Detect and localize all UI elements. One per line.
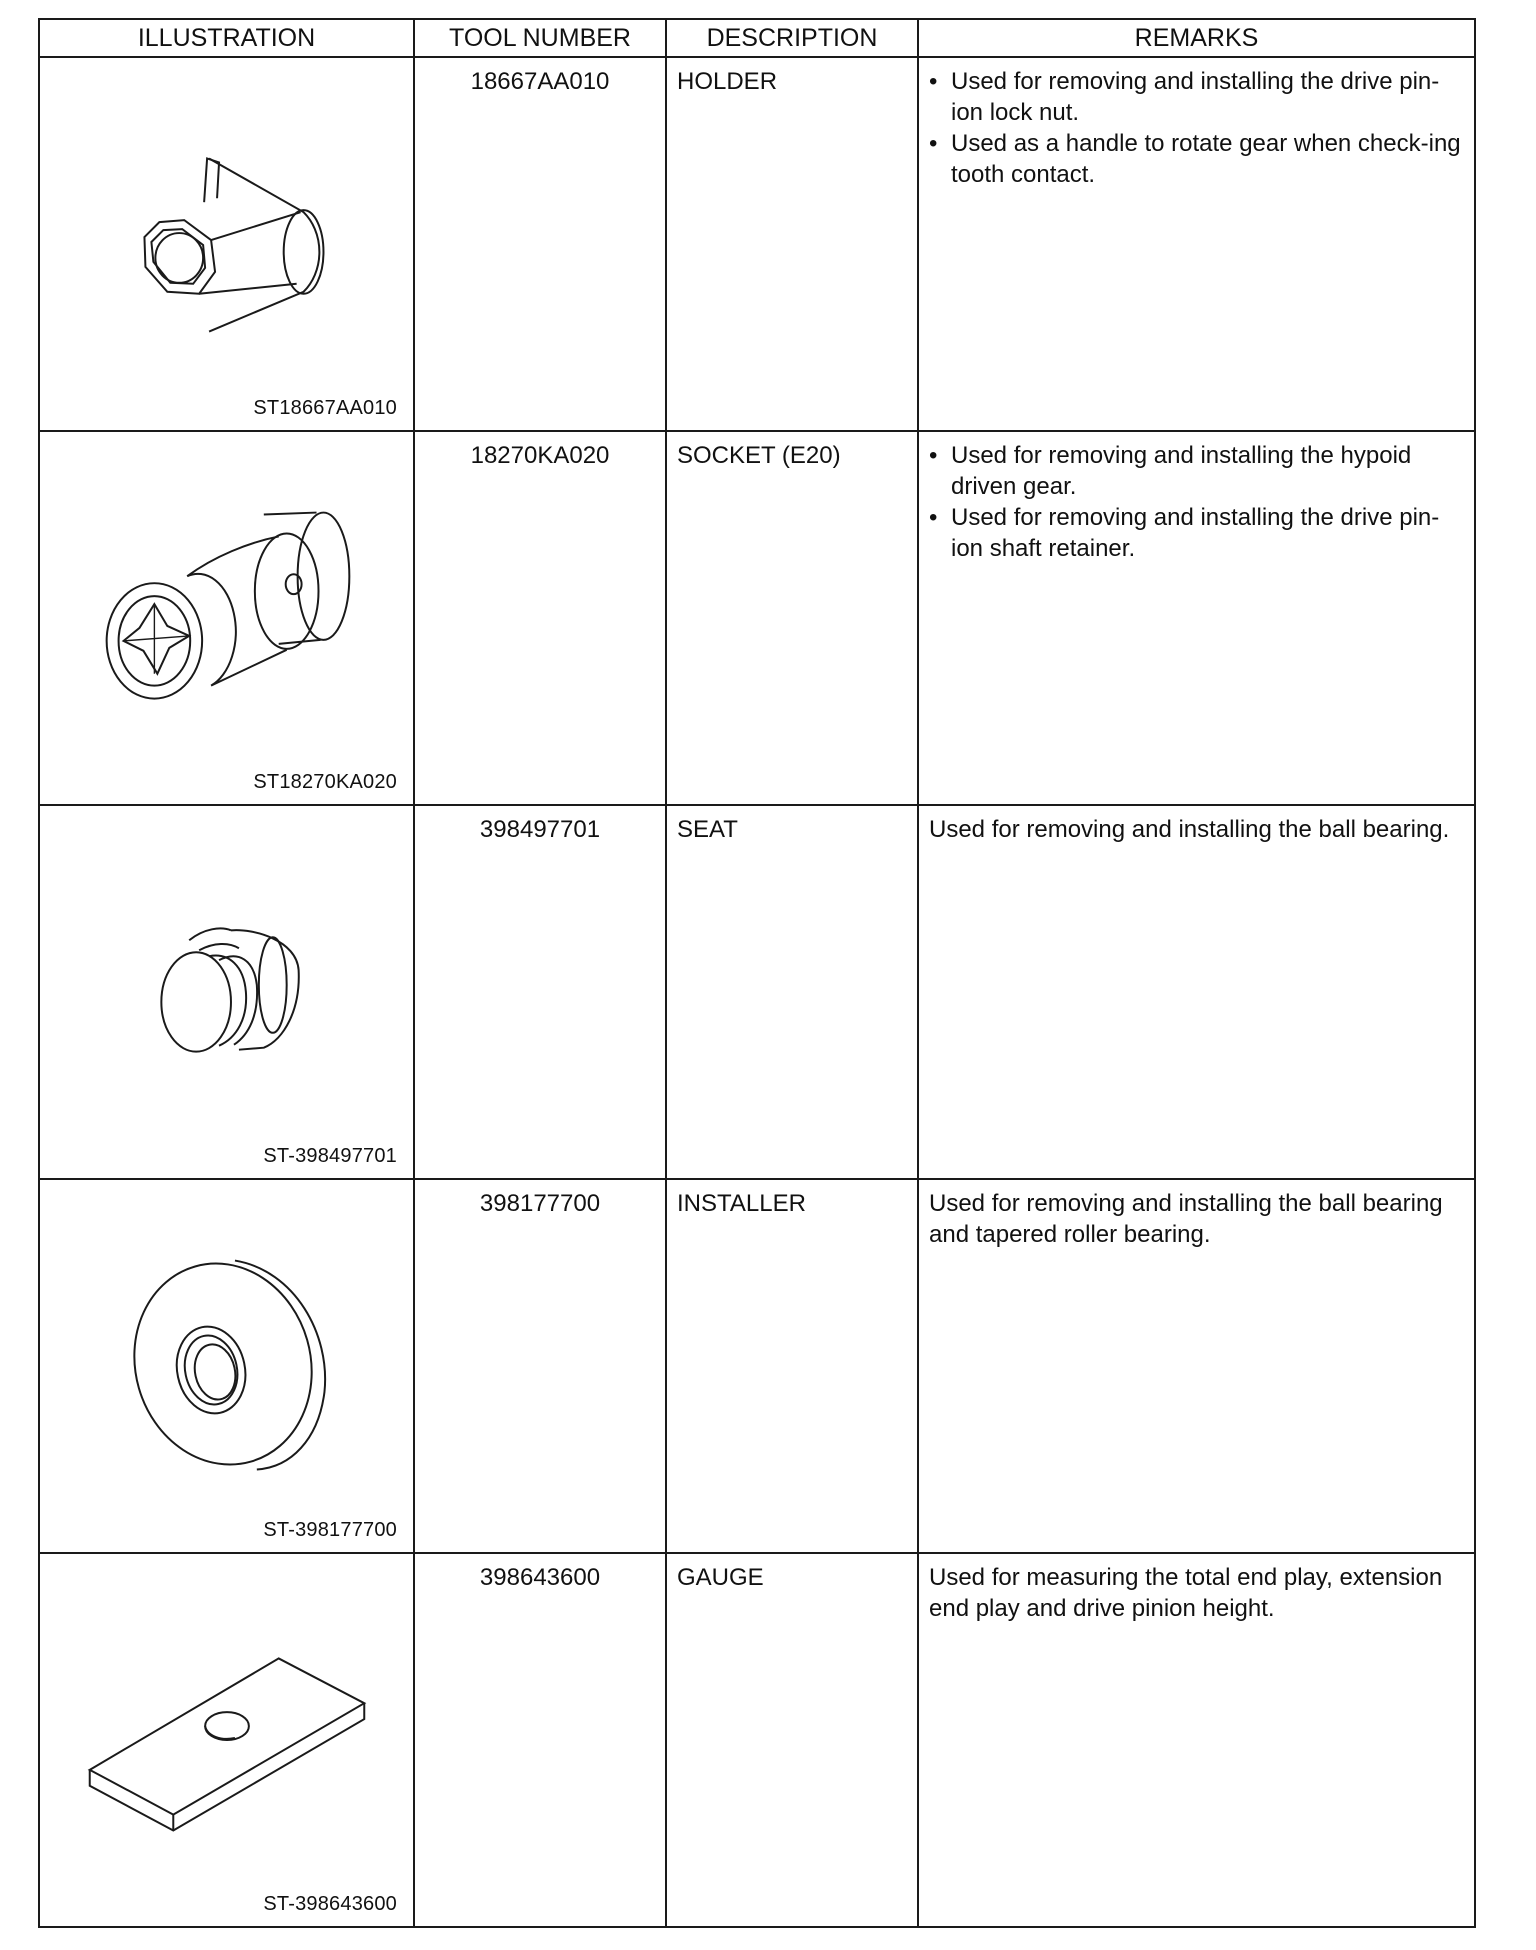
installer-tool-illustration — [40, 1180, 413, 1552]
remark-text: Used for removing and installing the drive pin-ion shaft retainer. — [951, 504, 1440, 562]
socket-tool-illustration — [40, 432, 413, 804]
tool-number: 18270KA020 — [414, 431, 666, 805]
bullet-icon: • — [929, 130, 938, 157]
tool-description: SOCKET (E20) — [666, 431, 918, 805]
table-row — [39, 431, 1475, 805]
header-tool-number: TOOL NUMBER — [414, 19, 666, 57]
holder-tool-illustration — [40, 58, 413, 430]
tool-description: GAUGE — [666, 1553, 918, 1927]
remark-item — [929, 66, 1466, 128]
remark-text: Used as a handle to rotate gear when check-ing tooth contact. — [951, 130, 1461, 188]
gauge-tool-illustration — [40, 1554, 413, 1926]
tool-description: INSTALLER — [666, 1179, 918, 1553]
tool-number: 18667AA010 — [414, 57, 666, 431]
tool-remarks — [918, 431, 1475, 805]
bullet-icon: • — [929, 442, 938, 469]
tool-remarks: Used for measuring the total end play, extension end play and drive pinion height. — [918, 1553, 1475, 1927]
illustration-code: ST18270KA020 — [253, 771, 397, 793]
table-row — [39, 1553, 1475, 1927]
illustration-code: ST18667AA010 — [253, 397, 397, 419]
bullet-icon: • — [929, 68, 938, 95]
table-row — [39, 57, 1475, 431]
header-illustration: ILLUSTRATION — [39, 19, 414, 57]
remark-text: Used for removing and installing the drive pin-ion lock nut. — [951, 68, 1440, 126]
header-description: DESCRIPTION — [666, 19, 918, 57]
illustration-code: ST-398643600 — [263, 1893, 397, 1915]
remark-item — [929, 502, 1466, 564]
table-row — [39, 805, 1475, 1179]
seat-tool-illustration — [40, 806, 413, 1178]
tool-description: SEAT — [666, 805, 918, 1179]
illustration-cell — [39, 431, 414, 805]
illustration-cell — [39, 1179, 414, 1553]
illustration-code: ST-398497701 — [263, 1145, 397, 1167]
header-remarks: REMARKS — [918, 19, 1475, 57]
tool-remarks — [918, 57, 1475, 431]
table-row — [39, 1179, 1475, 1553]
header-row — [39, 19, 1475, 57]
tool-remarks: Used for removing and installing the ball bearing. — [918, 805, 1475, 1179]
illustration-code: ST-398177700 — [263, 1519, 397, 1541]
remark-item — [929, 440, 1466, 502]
special-tools-table — [38, 18, 1476, 1928]
tool-number: 398497701 — [414, 805, 666, 1179]
tool-number: 398643600 — [414, 1553, 666, 1927]
tool-remarks: Used for removing and installing the ball bearing and tapered roller bearing. — [918, 1179, 1475, 1553]
illustration-cell — [39, 805, 414, 1179]
bullet-icon: • — [929, 504, 938, 531]
tool-number: 398177700 — [414, 1179, 666, 1553]
remark-item — [929, 128, 1466, 190]
remark-text: Used for removing and installing the hypoid driven gear. — [951, 442, 1412, 500]
illustration-cell — [39, 57, 414, 431]
tool-description: HOLDER — [666, 57, 918, 431]
illustration-cell — [39, 1553, 414, 1927]
